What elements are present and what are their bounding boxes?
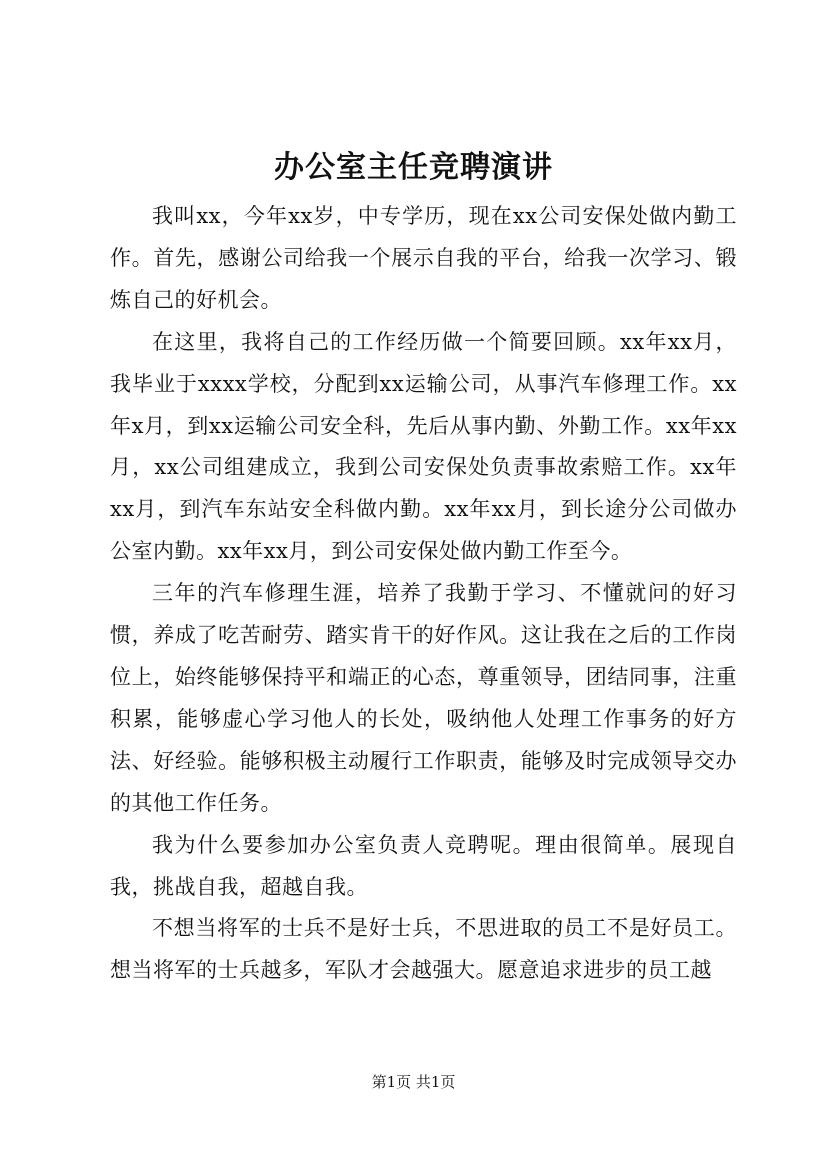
paragraph: 不想当将军的士兵不是好士兵，不思进取的员工不是好员工。想当将军的士兵越多，军队才会越强大。愿意追求进步的员工越 bbox=[110, 916, 737, 983]
document-title: 办公室主任竞聘演讲 bbox=[274, 150, 553, 185]
page-footer: 第1页 共1页 bbox=[371, 1073, 456, 1091]
paragraph: 我叫xx，今年xx岁，中专学历，现在xx公司安保处做内勤工作。首先，感谢公司给我一个展示自我的平台，给我一次学习、锻炼自己的好机会。 bbox=[110, 204, 737, 312]
document-body bbox=[110, 196, 737, 992]
paragraph: 我为什么要参加办公室负责人竞聘呢。理由很简单。展现自我，挑战自我，超越自我。 bbox=[110, 832, 737, 899]
paragraph: 三年的汽车修理生涯，培养了我勤于学习、不懂就问的好习惯，养成了吃苦耐劳、踏实肯干的好作风。这让我在之后的工作岗位上，始终能够保持平和端正的心态，尊重领导，团结同事，注重积累，能够虚心学习他人的长处，吸纳他人处理工作事务的好方法、好经验。能够积极主动履行工作职责，能够及时完成领导交办的其他工作任务。 bbox=[110, 581, 737, 815]
paragraph: 在这里，我将自己的工作经历做一个简要回顾。xx年xx月，我毕业于xxxx学校，分配到xx运输公司，从事汽车修理工作。xx年x月，到xx运输公司安全科，先后从事内勤、外勤工作。xx年xx月，xx公司组建成立，我到公司安保处负责事故索赔工作。xx年xx月，到汽车东站安全科做内勤。xx年xx月，到长途分公司做办公室内勤。xx年xx月，到公司安保处做内勤工作至今。 bbox=[110, 329, 737, 564]
